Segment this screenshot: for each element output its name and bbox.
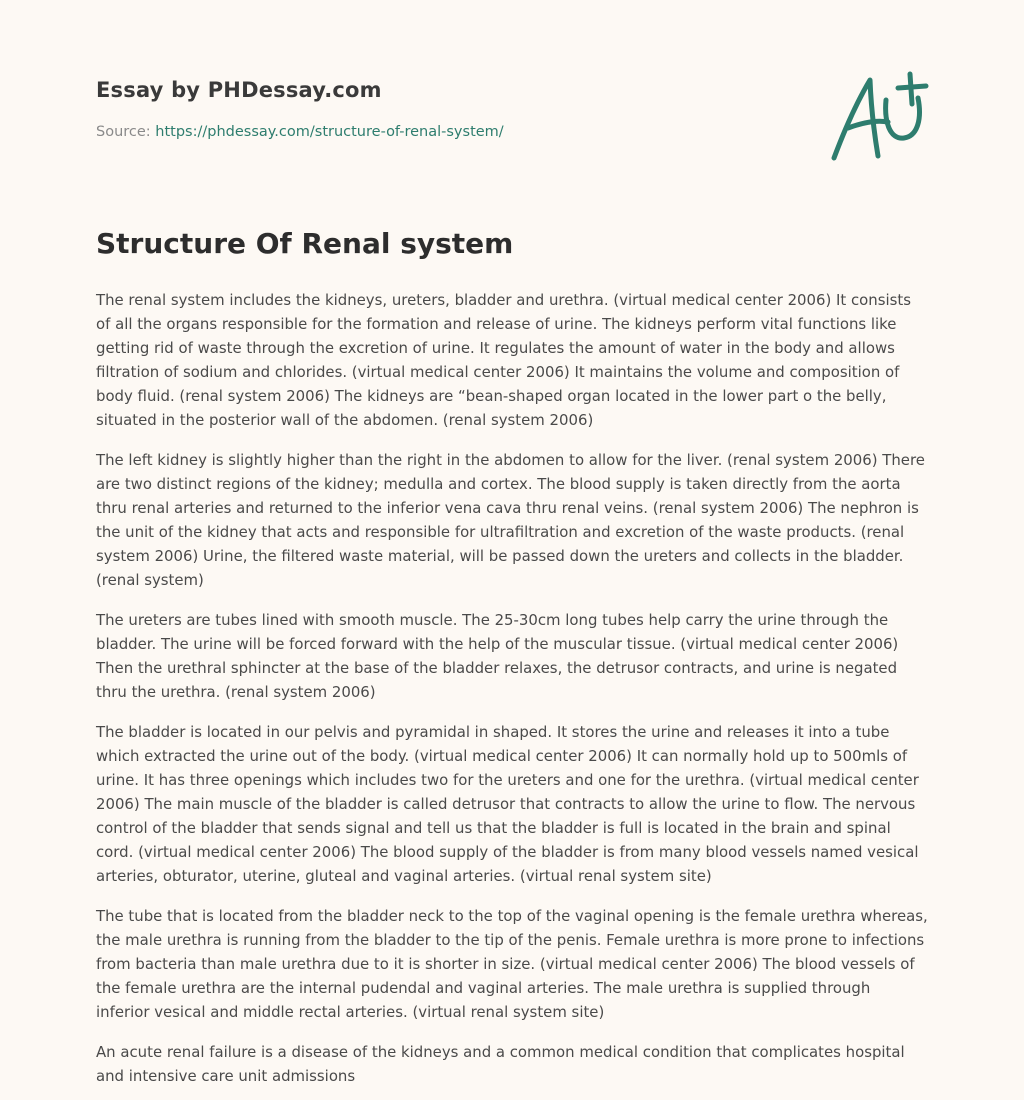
essay-body bbox=[96, 288, 928, 1088]
source-line bbox=[96, 124, 504, 140]
essay-paragraph: The tube that is located from the bladder neck to the top of the vaginal opening is the female urethra whereas, the male urethra is running from the bladder to the tip of the penis. Female urethra is more prone to infections from bacteria than male urethra due to it is shorter in size. (virtual medical center 2006) The blood vessels of the female urethra are the internal pudendal and vaginal arteries. The male urethra is supplied through inferior vesical and middle rectal arteries. (virtual renal system site) bbox=[96, 907, 928, 1022]
source-label: Source: bbox=[96, 124, 156, 140]
brand-title: Essay by PHDessay.com bbox=[96, 78, 382, 102]
essay-paragraph: The bladder is located in our pelvis and pyramidal in shaped. It stores the urine and releases it into a tube which extracted the urine out of the body. (virtual medical center 2006) It can normally hold up to 500mls of urine. It has three openings which includes two for the ureters and one for the urethra. (virtual medical center 2006) The main muscle of the bladder is called detrusor that contracts to allow the urine to flow. The nervous control of the bladder that sends signal and tell us that the bladder is full is located in the brain and spinal cord. (virtual medical center 2006) The blood supply of the bladder is from many blood vessels named vesical arteries, obturator, uterine, gluteal and vaginal arteries. (virtual renal system site) bbox=[96, 723, 919, 886]
page-header bbox=[96, 0, 928, 205]
essay-paragraph: The left kidney is slightly higher than the right in the abdomen to allow for the liver. (renal system 2006) There are two distinct regions of the kidney; medulla and cortex. The blood supply is taken directly from the aorta thru renal arteries and returned to the inferior vena cava thru renal veins. (renal system 2006) The nephron is the unit of the kidney that acts and responsible for ultrafiltration and excretion of the waste products. (renal system 2006) Urine, the filtered waste material, will be passed down the ureters and collects in the bladder. (renal system) bbox=[96, 451, 925, 590]
essay-title: Structure Of Renal system bbox=[96, 227, 514, 260]
a-plus-logo-icon bbox=[824, 66, 932, 166]
source-link[interactable]: https://phdessay.com/structure-of-renal-system/ bbox=[155, 124, 504, 140]
essay-paragraph: The renal system includes the kidneys, ureters, bladder and urethra. (virtual medical center 2006) It consists of all the organs responsible for the formation and release of urine. The kidneys perform vital functions like getting rid of waste through the excretion of urine. It regulates the amount of water in the body and allows filtration of sodium and chlorides. (virtual medical center 2006) It maintains the volume and composition of body fluid. (renal system 2006) The kidneys are “bean-shaped organ located in the lower part o the belly, situated in the posterior wall of the abdomen. (renal system 2006) bbox=[96, 291, 911, 430]
essay-paragraph: An acute renal failure is a disease of the kidneys and a common medical condition that complicates hospital and intensive care unit admissions bbox=[96, 1043, 905, 1086]
essay-paragraph: The ureters are tubes lined with smooth muscle. The 25-30cm long tubes help carry the urine through the bladder. The urine will be forced forward with the help of the muscular tissue. (virtual medical center 2006) Then the urethral sphincter at the base of the bladder relaxes, the detrusor contracts, and urine is negated thru the urethra. (renal system 2006) bbox=[96, 611, 899, 702]
